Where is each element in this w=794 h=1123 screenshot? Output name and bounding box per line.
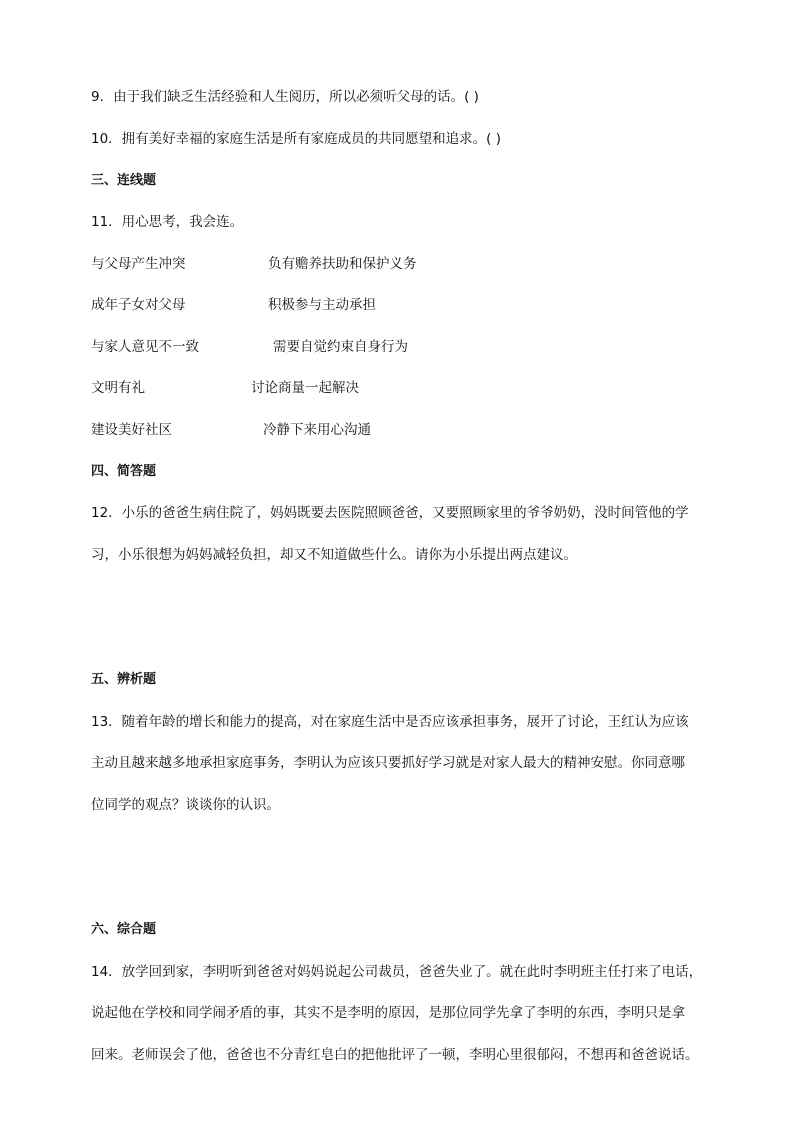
question-12-line-1: 12．小乐的爸爸生病住院了，妈妈既要去医院照顾爸爸，又要照顾家里的爷爷奶奶，没时间管他的学	[91, 505, 689, 521]
question-13-line-2: 主动且越来越多地承担家庭事务，李明认为应该只要抓好学习就是对家人最大的精神安慰。你同意哪	[91, 755, 685, 771]
section-5-heading: 五、辨析题	[91, 672, 157, 687]
question-14-line-2: 说起他在学校和同学闹矛盾的事，其实不是李明的原因，是那位同学先拿了李明的东西，李明只是拿	[91, 1005, 685, 1021]
question-14-line-1: 14．放学回到家，李明听到爸爸对妈妈说起公司裁员，爸爸失业了。就在此时李明班主任打来了电话，	[91, 964, 703, 980]
question-9: 9．由于我们缺乏生活经验和人生阅历，所以必须听父母的话。( )	[91, 89, 479, 105]
match-left-3: 与家人意见不一致	[91, 339, 199, 355]
match-left-5: 建设美好社区	[91, 422, 172, 438]
section-4-heading: 四、简答题	[91, 464, 157, 479]
question-11: 11．用心思考，我会连。	[91, 214, 244, 230]
section-6-heading: 六、综合题	[91, 922, 157, 937]
question-13-line-1: 13．随着年龄的增长和能力的提高，对在家庭生活中是否应该承担事务，展开了讨论，王红认为应该	[91, 714, 689, 730]
match-left-1: 与父母产生冲突	[91, 256, 186, 272]
match-left-4: 文明有礼	[91, 380, 145, 396]
question-13-line-3: 位同学的观点？谈谈你的认识。	[91, 797, 280, 813]
match-left-2: 成年子女对父母	[91, 297, 186, 313]
section-3-heading: 三、连线题	[91, 173, 157, 188]
match-right-3: 需要自觉约束自身行为	[273, 339, 408, 355]
match-right-4: 讨论商量一起解决	[251, 380, 359, 396]
match-right-2: 积极参与主动承担	[268, 297, 376, 313]
match-right-5: 冷静下来用心沟通	[263, 422, 371, 438]
match-right-1: 负有赡养扶助和保护义务	[268, 256, 417, 272]
question-10: 10．拥有美好幸福的家庭生活是所有家庭成员的共同愿望和追求。( )	[91, 131, 502, 147]
question-12-line-2: 习，小乐很想为妈妈减轻负担，却又不知道做些什么。请你为小乐提出两点建议。	[91, 547, 577, 563]
question-14-line-3: 回来。老师误会了他，爸爸也不分青红皂白的把他批评了一顿，李明心里很郁闷，不想再和爸爸说话。	[91, 1047, 699, 1063]
